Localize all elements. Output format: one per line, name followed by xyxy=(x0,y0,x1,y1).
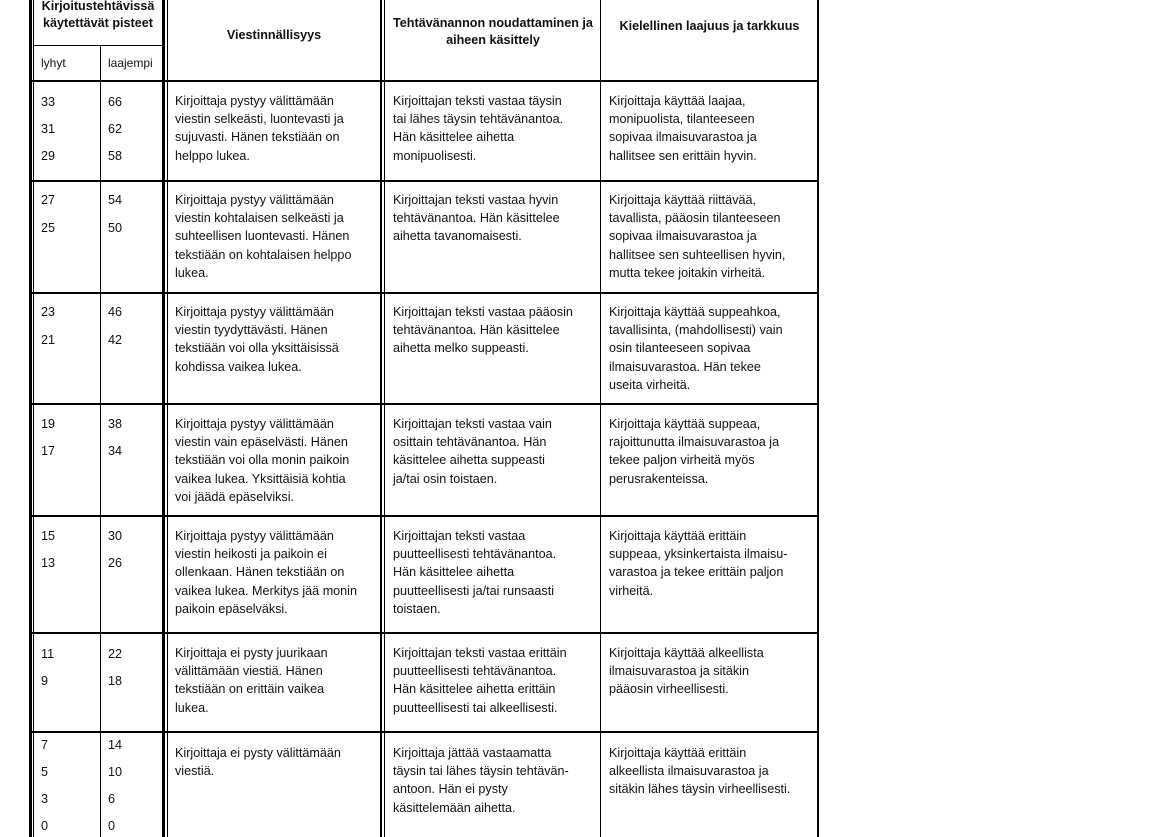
table-border-left-outer xyxy=(29,0,32,837)
header-bottom-line xyxy=(29,80,819,82)
row-5-task: Kirjoittajan teksti vastaa puutteellisesti tehtävänantoa. Hän käsittelee aihetta puutteellisesti ja/tai runsaasti toistaen. xyxy=(393,529,557,616)
column-divider-comm-inner xyxy=(384,0,385,837)
row-4-long-2: 34 xyxy=(108,444,123,458)
row-6-task: Kirjoittajan teksti vastaa erittäin puutteellisesti tehtävänantoa. Hän käsittelee aihetta erittäin puutteellisesti tai alkeellisesti. xyxy=(393,646,567,715)
task-column-header: Tehtävänannon noudattaminen ja aiheen käsittely xyxy=(393,16,593,47)
row-1-communication: Kirjoittaja pystyy välittämään viestin selkeästi, luontevasti ja sujuvasti. Hänen tekstiään on helppo lukea. xyxy=(175,94,344,163)
row-2-long-2: 50 xyxy=(108,221,123,235)
row-3-long-1: 46 xyxy=(108,305,123,319)
row-7-short-4: 0 xyxy=(41,819,49,833)
row-7-communication: Kirjoittaja ei pysty välittämään viestiä. xyxy=(175,746,341,779)
row-3-language: Kirjoittaja käyttää suppeahkoa, tavallisinta, (mahdollisesti) vain osin tilanteeseen sopivaa ilmaisuvarastoa. Hän tekee useita virheitä. xyxy=(609,305,783,392)
row-3-short-1: 23 xyxy=(41,305,56,319)
row-6-language: Kirjoittaja käyttää alkeellista ilmaisuvarastoa ja sitäkin pääosin virheellisesti. xyxy=(609,646,764,697)
viewer-background xyxy=(842,0,1152,837)
row-1-long-3: 58 xyxy=(108,149,123,163)
language-column-header: Kielellinen laajuus ja tarkkuus xyxy=(619,19,800,33)
row-1-short-2: 31 xyxy=(41,122,56,136)
row-7-short-2: 5 xyxy=(41,765,49,779)
sub-header-long: laajempi xyxy=(108,56,153,70)
column-divider-short-long xyxy=(100,46,101,837)
row-3-task: Kirjoittajan teksti vastaa pääosin tehtävänantoa. Hän käsittelee aihetta melko suppeasti. xyxy=(393,305,573,356)
row-5-short-1: 15 xyxy=(41,529,56,543)
row-6-long-2: 18 xyxy=(108,674,123,688)
row-2-long-1: 54 xyxy=(108,193,123,207)
row-divider-1 xyxy=(29,180,819,182)
row-divider-5 xyxy=(29,632,819,634)
row-1-long-2: 62 xyxy=(108,122,123,136)
row-1-short-1: 33 xyxy=(41,95,56,109)
row-7-long-4: 0 xyxy=(108,819,116,833)
row-6-communication: Kirjoittaja ei pysty juurikaan välittämään viestiä. Hänen tekstiään on erittäin vaikea lukea. xyxy=(175,646,328,715)
column-divider-points-inner xyxy=(167,0,168,837)
row-2-task: Kirjoittajan teksti vastaa hyvin tehtävänantoa. Hän käsittelee aihetta tavanomaisesti. xyxy=(393,193,560,244)
row-6-long-1: 22 xyxy=(108,647,123,661)
row-4-task: Kirjoittajan teksti vastaa vain osittain tehtävänantoa. Hän käsittelee aihetta suppeasti ja/tai osin toistaen. xyxy=(393,417,552,486)
row-divider-3 xyxy=(29,403,819,405)
row-2-communication: Kirjoittaja pystyy välittämään viestin kohtalaisen selkeästi ja suhteellisen luontevasti. Hänen tekstiään on kohtalaisen helppo lukea. xyxy=(175,193,352,280)
row-7-task: Kirjoittaja jättää vastaamatta täysin tai lähes täysin tehtävän- antoon. Hän ei pysty käsittelemään aihetta. xyxy=(393,746,569,815)
row-7-short-3: 3 xyxy=(41,792,49,806)
row-5-short-2: 13 xyxy=(41,556,56,570)
row-divider-6 xyxy=(29,731,819,733)
row-4-language: Kirjoittaja käyttää suppeaa, rajoittunutta ilmaisuvarastoa ja tekee paljon virheitä myös perusrakenteissa. xyxy=(609,417,780,486)
column-divider-points-outer xyxy=(162,0,165,837)
row-divider-4 xyxy=(29,515,819,517)
header-subdivider xyxy=(33,45,163,46)
points-column-title: Kirjoitustehtävissä käytettävät pisteet xyxy=(41,0,155,30)
row-5-long-2: 26 xyxy=(108,556,123,570)
row-3-communication: Kirjoittaja pystyy välittämään viestin tyydyttävästi. Hänen tekstiään voi olla yksittäisissä kohdissa vaikea lukea. xyxy=(175,305,339,374)
row-4-communication: Kirjoittaja pystyy välittämään viestin vain epäselvästi. Hänen tekstiään voi olla monin paikoin vaikea lukea. Yksittäisiä kohtia voi jäädä epäselviksi. xyxy=(175,417,350,504)
row-4-long-1: 38 xyxy=(108,417,123,431)
row-2-short-2: 25 xyxy=(41,221,56,235)
row-4-short-2: 17 xyxy=(41,444,56,458)
row-divider-2 xyxy=(29,292,819,294)
row-1-task: Kirjoittajan teksti vastaa täysin tai lähes täysin tehtävänantoa. Hän käsittelee aihetta monipuolisesti. xyxy=(393,94,564,163)
row-3-long-2: 42 xyxy=(108,333,123,347)
row-1-language: Kirjoittaja käyttää laajaa, monipuolista, tilanteeseen sopivaa ilmaisuvarastoa ja hallitsee sen erittäin hyvin. xyxy=(609,94,757,163)
row-2-short-1: 27 xyxy=(41,193,56,207)
row-1-long-1: 66 xyxy=(108,95,123,109)
row-6-short-1: 11 xyxy=(41,647,55,661)
row-2-language: Kirjoittaja käyttää riittävää, tavallista, pääosin tilanteeseen sopivaa ilmaisuvarastoa ja hallitsee sen suhteellisen hyvin, mutta tekee joitakin virheitä. xyxy=(609,193,786,280)
row-6-short-2: 9 xyxy=(41,674,49,688)
table-border-left-inner xyxy=(33,0,34,837)
row-7-long-2: 10 xyxy=(108,765,123,779)
row-7-long-3: 6 xyxy=(108,792,116,806)
row-5-long-1: 30 xyxy=(108,529,123,543)
row-1-short-3: 29 xyxy=(41,149,56,163)
row-5-language: Kirjoittaja käyttää erittäin suppeaa, yksinkertaista ilmaisu- varastoa ja tekee erittäin paljon virheitä. xyxy=(609,529,788,598)
row-7-language: Kirjoittaja käyttää erittäin alkeellista ilmaisuvarastoa ja sitäkin lähes täysin virheellisesti. xyxy=(609,746,791,797)
row-5-communication: Kirjoittaja pystyy välittämään viestin heikosti ja paikoin ei ollenkaan. Hänen tekstiään on vaikea lukea. Merkitys jää monin paikoin epäselväksi. xyxy=(175,529,357,616)
row-4-short-1: 19 xyxy=(41,417,56,431)
column-divider-task xyxy=(600,0,601,837)
row-7-long-1: 14 xyxy=(108,738,123,752)
column-divider-comm-outer xyxy=(380,0,382,837)
communication-column-header: Viestinnällisyys xyxy=(226,28,322,42)
table-border-right xyxy=(817,0,819,837)
row-3-short-2: 21 xyxy=(41,333,56,347)
row-7-short-1: 7 xyxy=(41,738,49,752)
sub-header-short: lyhyt xyxy=(41,56,66,70)
